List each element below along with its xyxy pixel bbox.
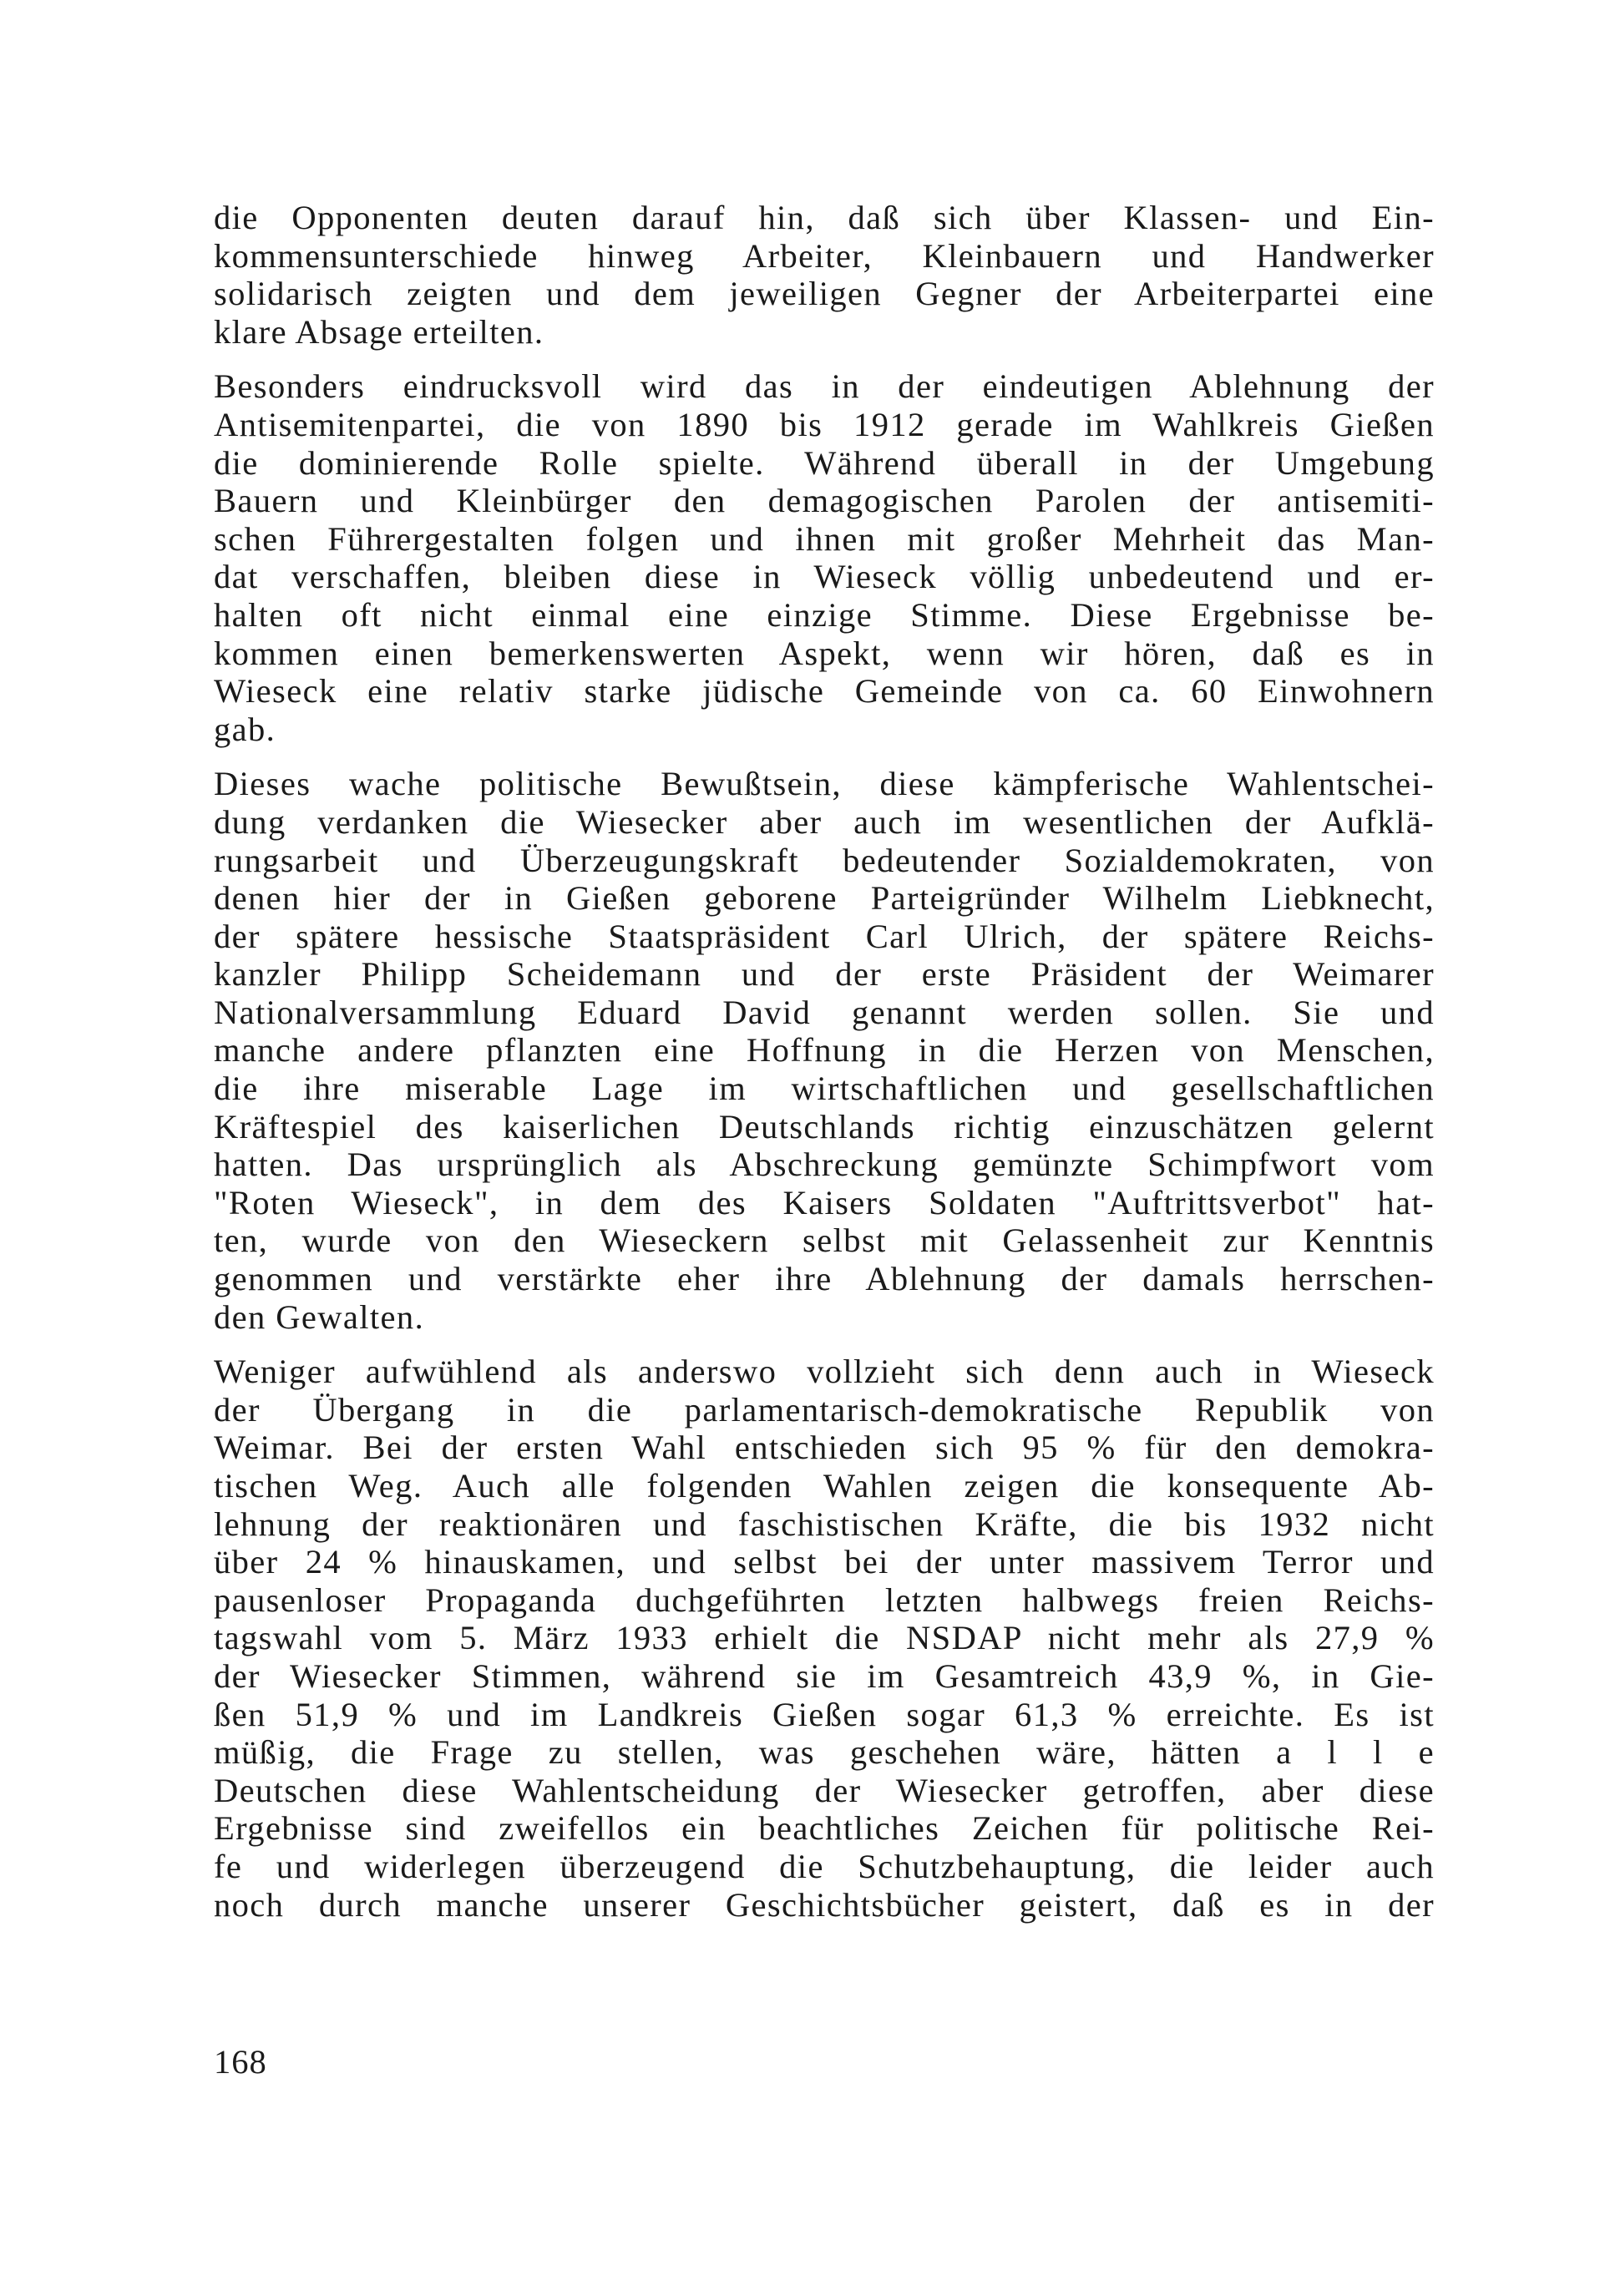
text-line: über 24 % hinauskamen, und selbst bei der unter massivem Terror und — [214, 1543, 1435, 1581]
text-line: rungsarbeit und Überzeugungskraft bedeutender Sozialdemokraten, von — [214, 841, 1435, 879]
text-line: dat verschaffen, bleiben diese in Wieseck völlig unbedeutend und er- — [214, 558, 1435, 596]
text-line: halten oft nicht einmal eine einzige Stimme. Diese Ergebnisse be- — [214, 595, 1435, 634]
text-line: Wieseck eine relativ starke jüdische Gemeinde von ca. 60 Einwohnern — [214, 672, 1435, 711]
text-line: klare Absage erteilten. — [214, 312, 544, 351]
text-line: ßen 51,9 % und im Landkreis Gießen sogar 61,3 % erreichte. Es ist — [214, 1695, 1435, 1733]
text-line: dung verdanken die Wiesecker aber auch im wesentlichen der Aufklä- — [214, 802, 1435, 841]
text-line: genommen und verstärkte eher ihre Ablehnung der damals herrschen- — [214, 1260, 1435, 1298]
text-line: Weimar. Bei der ersten Wahl entschieden sich 95 % für den demokra- — [214, 1429, 1435, 1467]
text-line: tischen Weg. Auch alle folgenden Wahlen zeigen die konsequente Ab- — [214, 1467, 1435, 1505]
text-line: Dieses wache politische Bewußtsein, diese kämpferische Wahlentschei- — [214, 765, 1435, 803]
text-line: lehnung der reaktionären und faschistischen Kräfte, die bis 1932 nicht — [214, 1505, 1435, 1543]
text-line: pausenloser Propaganda duchgeführten letzten halbwegs freien Reichs- — [214, 1580, 1435, 1619]
text-line: kanzler Philipp Scheidemann und der erste Präsident der Weimarer — [214, 955, 1435, 994]
text-line: Weniger aufwühlend als anderswo vollzieht sich denn auch in Wieseck — [214, 1353, 1435, 1391]
paragraph-4 — [214, 1353, 1435, 1924]
text-line: die Opponenten deuten darauf hin, daß sich über Klassen- und Ein- — [214, 199, 1435, 236]
text-line: der Übergang in die parlamentarisch-demokratische Republik von — [214, 1390, 1435, 1429]
page-number: 168 — [214, 2043, 267, 2081]
text-line: hatten. Das ursprünglich als Abschreckung gemünzte Schimpfwort vom — [214, 1145, 1435, 1184]
text-line: Kräftespiel des kaiserlichen Deutschlands richtig einzuschätzen gelernt — [214, 1107, 1435, 1145]
text-line: ten, wurde von den Wieseckern selbst mit Gelassenheit zur Kenntnis — [214, 1221, 1435, 1260]
text-line: fe und widerlegen überzeugend die Schutzbehauptung, die leider auch — [214, 1847, 1435, 1885]
text-line: gab. — [214, 710, 276, 748]
text-line: Ergebnisse sind zweifellos ein beachtliches Zeichen für politische Rei- — [214, 1809, 1435, 1848]
text-line: schen Führergestalten folgen und ihnen mit großer Mehrheit das Man- — [214, 519, 1435, 558]
text-line: Antisemitenpartei, die von 1890 bis 1912 gerade im Wahlkreis Gießen — [214, 405, 1435, 443]
text-line: den Gewalten. — [214, 1297, 425, 1336]
text-line: kommen einen bemerkenswerten Aspekt, wenn wir hören, daß es in — [214, 634, 1435, 672]
text-line: der spätere hessische Staatspräsident Carl Ulrich, der spätere Reichs- — [214, 917, 1435, 955]
text-line: Bauern und Kleinbürger den demagogischen Parolen der antisemiti- — [214, 482, 1435, 520]
text-line: kommensunterschiede hinweg Arbeiter, Kleinbauern und Handwerker — [214, 236, 1435, 275]
paragraph-3 — [214, 765, 1435, 1336]
text-line: Nationalversammlung Eduard David genannt werden sollen. Sie und — [214, 993, 1435, 1031]
text-line: solidarisch zeigten und dem jeweiligen Gegner der Arbeiterpartei eine — [214, 275, 1435, 313]
text-line: "Roten Wieseck", in dem des Kaisers Soldaten "Auftrittsverbot" hat- — [214, 1183, 1435, 1221]
text-line: die dominierende Rolle spielte. Während überall in der Umgebung — [214, 443, 1435, 482]
paragraph-2 — [214, 367, 1435, 748]
text-line: tagswahl vom 5. März 1933 erhielt die NSDAP nicht mehr als 27,9 % — [214, 1619, 1435, 1657]
text-line: müßig, die Frage zu stellen, was geschehen wäre, hätten a l l e — [214, 1733, 1435, 1772]
text-line: noch durch manche unserer Geschichtsbücher geistert, daß es in der — [214, 1885, 1435, 1924]
paragraph-1 — [214, 199, 1435, 351]
text-line: die ihre miserable Lage im wirtschaftlichen und gesellschaftlichen — [214, 1070, 1435, 1108]
text-line: manche andere pflanzten eine Hoffnung in die Herzen von Menschen, — [214, 1031, 1435, 1070]
text-line: der Wiesecker Stimmen, während sie im Gesamtreich 43,9 %, in Gie- — [214, 1656, 1435, 1695]
body-text — [214, 199, 1435, 1940]
text-line: denen hier der in Gießen geborene Parteigründer Wilhelm Liebknecht, — [214, 879, 1435, 918]
text-line: Besonders eindrucksvoll wird das in der eindeutigen Ablehnung der — [214, 367, 1435, 406]
text-line: Deutschen diese Wahlentscheidung der Wiesecker getroffen, aber diese — [214, 1771, 1435, 1809]
